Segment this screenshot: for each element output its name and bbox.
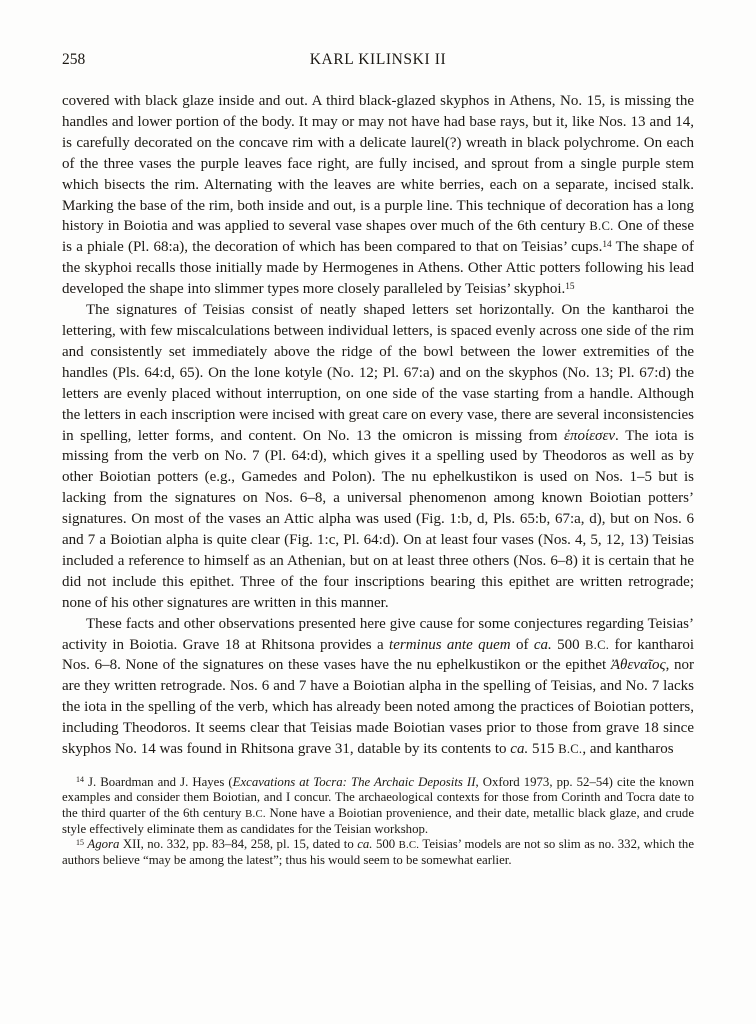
text-run: B.C. — [585, 637, 610, 652]
italic-text: Ἀθεναῖος — [610, 657, 666, 674]
italic-text: ca. — [357, 837, 373, 852]
text-run: 500 — [551, 636, 586, 653]
text-run: for kantharoi Nos. 6–8. None of the signatures on these vases have the nu ephelkustikon or the epithet — [62, 636, 695, 674]
text-run: , nor are they written retrograde. Nos. 6 and 7 have a Boiotian alpha in the spelling of Teisias, and No. 7 lacks the iota in the spelling of the verb, which has already been noted among the practices of Boiotian potters, including Theodoros. It seems clear that Teisias made Boiotian vases prior to those from grave 18 since skyphos No. 14 was found in Rhitsona grave 31, datable by its contents to — [62, 657, 694, 758]
footnote-marker: 14 — [76, 775, 84, 785]
italic-text: Excavations at Tocra: The Archaic Deposits II — [232, 775, 476, 789]
footnote-marker: 15 — [76, 837, 84, 847]
text-run: B.C. — [245, 807, 266, 820]
text-run: These facts and other observations presented here give cause for some conjectures regarding Teisias’ activity in Boiotia. Grave 18 at Rhitsona provides a — [62, 615, 694, 653]
italic-text: Agora — [87, 837, 120, 852]
italic-text: ca. — [533, 636, 552, 653]
text-run: B.C. — [398, 839, 420, 852]
running-head: KARL KILINSKI II — [309, 51, 447, 68]
italic-text: terminus ante quem — [389, 636, 511, 653]
text-run: The signatures of Teisias consist of neatly shaped letters set horizontally. On the kantharoi the lettering, with few miscalculations between individual letters, is spaced evenly across one side of the rim and consistently set immediately above the ridge of the bowl between the lower extremities of the handles (Pls. 64:d, 65). On the lone kotyle (No. 12; Pl. 67:a) and on the skyphos (No. 13; Pl. 67:d) the letters are evenly placed without interruption, on one side of the vase starting from a handle. Although the letters in each inscription were incised with great care on every vase, there are several inconsistencies in spelling, letter forms, and content. On No. 13 the omicron is missing from — [62, 302, 694, 444]
text-run: B.C. — [558, 742, 583, 757]
text-run: . The iota is missing from the verb on No. 7 (Pl. 64:d), which gives it a spelling used by Theodoros as well as by other Boiotian potters (e.g., Gamedes and Polon). The nu ephelkustikon is used on Nos. 1–5 but is lacking from the signatures on Nos. 6–8, a universal phenomenon among known Boiotian potters’ signatures. On most of the vases an Attic alpha was used (Fig. 1:b, d, Pls. 65:b, 67:a, d), but on Nos. 6 and 7 a Boiotian alpha is quite clear (Fig. 1:c, Pl. 64:d). On at least four vases (Nos. 4, 5, 12, 13) Teisias included a reference to himself as an Athenian, but on at least three others (Nos. 6–8) it is certain that he did not include this epithet. Three of the four inscriptions bearing this epithet are written retrograde; none of his other signatures are written in this manner. — [62, 427, 694, 611]
text-run: covered with black glaze inside and out. A third black-glazed skyphos in Athens, No. 15, is missing the handles and lower portion of the body. It may or may not have had base rays, but it, like Nos. 13 and 14, is carefully decorated on the concave rim with a delicate laurel(?) wreath in black polychrome. On each of the three vases the purple leaves face right, are fully incised, and sprout from a single purple stem which bisects the rim. Alternating with the leaves are white berries, each on a separate, incised stalk. Marking the base of the rim, both inside and out, is a purple line. This technique of decoration has a long history in Boiotia and was applied to several vase shapes over much of the 6th century — [62, 93, 694, 235]
page-header — [62, 50, 694, 69]
text-run: B.C. — [589, 219, 614, 234]
text-run: XII, no. 332, pp. 83–84, 258, pl. 15, dated to — [119, 837, 358, 852]
text-run: , Oxford 1973, pp. 52–54) cite the known examples and consider them Boiotian, and I concur. The archaeological contexts for those from Corinth and Tocra date to the third quarter of the 6th century — [62, 775, 695, 820]
text-run: J. Boardman and J. Hayes ( — [83, 775, 233, 789]
text-run: 500 — [372, 837, 399, 852]
text-run: One of these is a phiale (Pl. 68:a), the decoration of which has been compared to that on Teisias’ cups. — [62, 218, 694, 256]
italic-text: ca. — [510, 741, 529, 758]
body-text — [62, 91, 694, 760]
text-run: Teisias’ models are not so slim as no. 332, which the authors believe “may be among the latest”; thus his would seem to be somewhat earlier. — [62, 837, 695, 868]
text-run: of — [510, 636, 534, 653]
paragraph — [62, 91, 694, 300]
paragraph — [62, 614, 694, 760]
footnote — [62, 775, 694, 837]
text-run: , and kantharos — [582, 741, 674, 758]
footnote — [62, 837, 694, 869]
footnote-marker: 15 — [565, 281, 575, 292]
paragraph — [62, 300, 694, 614]
text-run: None have a Boiotian provenience, and their date, metallic black glaze, and crude style effectively eliminate them as candidates for the Teisian workshop. — [62, 805, 695, 836]
italic-text: ἐποίεσεν — [564, 427, 616, 444]
text-run: 515 — [528, 741, 559, 758]
footnotes — [62, 775, 694, 869]
text-run: The shape of the skyphoi recalls those initially made by Hermogenes in Athens. Other Attic potters following his lead developed the shape into slimmer types more closely paralleled by Teisias’ skyphoi. — [62, 239, 694, 298]
footnote-marker: 14 — [602, 240, 612, 251]
page-number: 258 — [62, 51, 86, 68]
